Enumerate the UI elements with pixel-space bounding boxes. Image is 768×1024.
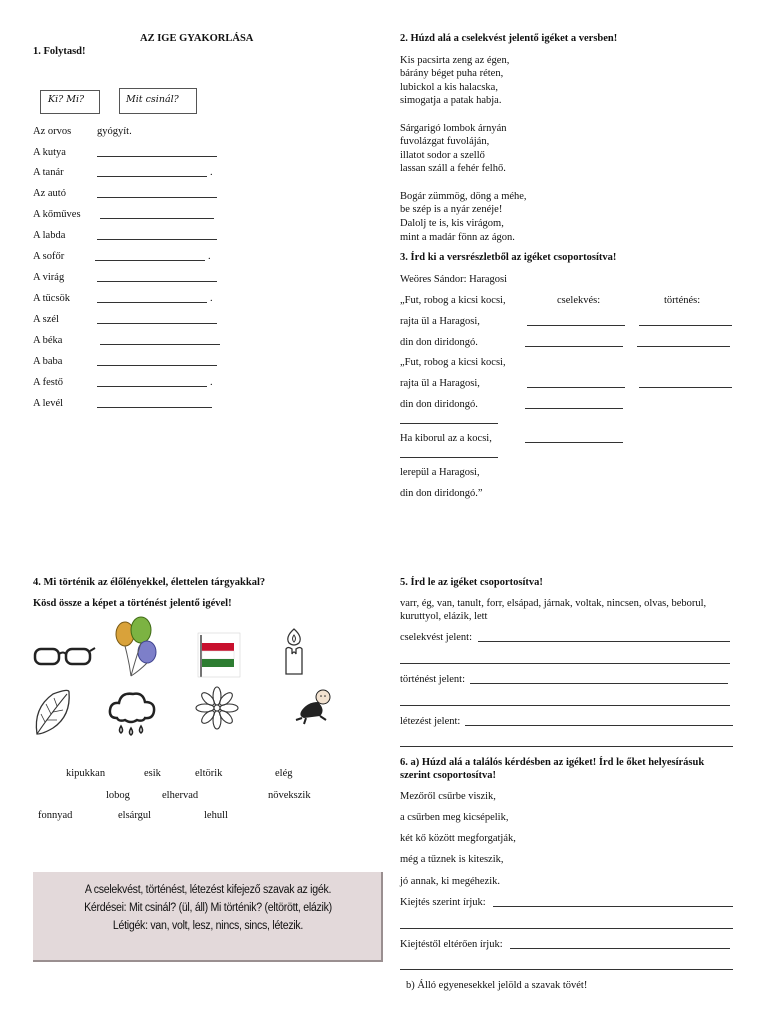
poem-line: Kis pacsirta zeng az égen,: [400, 55, 510, 66]
what-doing-label: Mit csinál?: [126, 94, 179, 105]
poem-line: simogatja a patak habja.: [400, 95, 502, 106]
cloud-rain-icon[interactable]: [107, 688, 157, 740]
word-8[interactable]: elsárgul: [118, 810, 152, 821]
answer-line[interactable]: [478, 641, 730, 642]
answer-line[interactable]: [470, 683, 728, 684]
task5-heading: 5. Írd le az igéket csoportosítva!: [400, 577, 543, 588]
verse-line: rajta ül a Haragosi,: [400, 378, 480, 389]
answer-line[interactable]: [527, 325, 625, 326]
summary-line-1: A cselekvést, történést, létezést kifejező szavak az igék.: [84, 884, 332, 896]
answer-line[interactable]: [97, 323, 217, 324]
answer-line[interactable]: [525, 408, 623, 409]
flag-icon[interactable]: [198, 633, 240, 677]
subject-7: A tücsök: [33, 293, 71, 304]
answer-line[interactable]: [97, 281, 217, 282]
task2-heading: 2. Húzd alá a cselekvést jelentő igéket a versben!: [400, 33, 618, 44]
col-action-header: cselekvés:: [557, 295, 601, 306]
riddle-line: két kő között megforgatják,: [400, 833, 516, 844]
task5-words-2: kuruttyol, elázik, lett: [400, 611, 488, 622]
word-1[interactable]: esik: [144, 768, 161, 779]
what-doing-box: [119, 88, 197, 114]
answer-line[interactable]: [510, 948, 730, 949]
word-5[interactable]: elhervad: [162, 790, 199, 801]
label-differs: Kiejtéstől eltérően írjuk:: [400, 939, 503, 950]
page-title: AZ IGE GYAKORLÁSA: [140, 33, 254, 44]
riddle-line: Mezőről csűrbe viszik,: [400, 791, 496, 802]
answer-line[interactable]: [400, 969, 733, 970]
balloons-icon[interactable]: [111, 616, 159, 678]
subject-6: A virág: [33, 272, 65, 283]
label-event: történést jelent:: [400, 674, 466, 685]
answer-line[interactable]: [527, 387, 625, 388]
answer-line[interactable]: [400, 423, 498, 424]
example-verb: gyógyít.: [97, 126, 132, 137]
answer-line[interactable]: [525, 346, 623, 347]
subject-8: A szél: [33, 314, 59, 325]
answer-line[interactable]: [97, 239, 217, 240]
answer-line[interactable]: [639, 387, 732, 388]
baby-icon[interactable]: [290, 688, 336, 728]
poem-line: Sárgarigó lombok árnyán: [400, 123, 507, 134]
subject-11: A festő: [33, 377, 64, 388]
verse-line: rajta ül a Haragosi,: [400, 316, 480, 327]
subject-0: A kutya: [33, 147, 66, 158]
poem-line: lassan száll a fehér felhő.: [400, 163, 506, 174]
subject-3: A kőműves: [33, 209, 81, 220]
answer-line[interactable]: [97, 176, 207, 177]
answer-line[interactable]: [525, 442, 623, 443]
answer-line[interactable]: [97, 407, 212, 408]
candle-icon[interactable]: [281, 627, 307, 677]
answer-line[interactable]: [100, 344, 220, 345]
answer-line[interactable]: [97, 156, 217, 157]
answer-line[interactable]: [400, 928, 733, 929]
poem-line: fuvolázgat fuvoláján,: [400, 136, 490, 147]
summary-box: [33, 872, 383, 962]
answer-line[interactable]: [639, 325, 732, 326]
verse-line: „Fut, robog a kicsi kocsi,: [400, 295, 506, 306]
riddle-line: még a tűznek is kiteszik,: [400, 854, 504, 865]
answer-line[interactable]: [400, 457, 498, 458]
verse-line: din don diridongó.: [400, 337, 478, 348]
answer-line[interactable]: [97, 386, 207, 387]
answer-line[interactable]: [97, 302, 207, 303]
subject-9: A béka: [33, 335, 63, 346]
summary-line-3: Létigék: van, volt, lesz, nincs, sincs, létezik.: [112, 920, 304, 932]
task1-heading: 1. Folytasd!: [33, 46, 86, 57]
label-exist: létezést jelent:: [400, 716, 461, 727]
answer-line[interactable]: [400, 705, 730, 706]
leaf-icon[interactable]: [33, 688, 73, 738]
subject-5: A sofőr: [33, 251, 65, 262]
task5-words-1: varr, ég, van, tanult, forr, elsápad, járnak, voltak, nincsen, olvas, beborul,: [400, 598, 707, 609]
poem-line: bárány béget puha réten,: [400, 68, 504, 79]
answer-line[interactable]: [637, 346, 730, 347]
subject-4: A labda: [33, 230, 66, 241]
word-0[interactable]: kipukkan: [66, 768, 106, 779]
example-subject: Az orvos: [33, 126, 72, 137]
who-what-box: [40, 90, 100, 114]
verse-line: din don diridongó.”: [400, 488, 483, 499]
task6-heading-2: szerint csoportosítva!: [400, 770, 496, 781]
task4-heading: 4. Mi történik az élőlényekkel, élettelen tárgyakkal?: [33, 577, 266, 588]
word-6[interactable]: növekszik: [268, 790, 311, 801]
verse-line: Ha kiborul az a kocsi,: [400, 433, 492, 444]
riddle-line: a csűrben meg kicsépelik,: [400, 812, 509, 823]
col-event-header: történés:: [664, 295, 701, 306]
answer-line[interactable]: [493, 906, 733, 907]
answer-line[interactable]: [400, 746, 733, 747]
answer-line[interactable]: [465, 725, 733, 726]
task6-heading-1: 6. a) Húzd alá a találós kérdésben az igéket! Írd le őket helyesírásuk: [400, 757, 705, 768]
task3-author: Weöres Sándor: Haragosi: [400, 274, 508, 285]
verse-line: din don diridongó.: [400, 399, 478, 410]
word-7[interactable]: fonnyad: [38, 810, 73, 821]
poem-line: Bogár zümmög, döng a méhe,: [400, 191, 527, 202]
word-4[interactable]: lobog: [106, 790, 130, 801]
poem-line: Dalolj te is, kis virágom,: [400, 218, 504, 229]
answer-line[interactable]: [100, 218, 214, 219]
answer-line[interactable]: [400, 663, 730, 664]
verse-line: lerepül a Haragosi,: [400, 467, 480, 478]
who-what-label: Ki? Mi?: [48, 94, 85, 105]
answer-line[interactable]: [97, 365, 217, 366]
label-spoken: Kiejtés szerint írjuk:: [400, 897, 486, 908]
summary-line-2: Kérdései: Mit csinál? (ül, áll) Mi történik? (eltörött, elázik): [84, 902, 332, 914]
subject-1: A tanár: [33, 167, 64, 178]
flower-icon[interactable]: [195, 686, 239, 738]
poem-line: mint a madár fönn az ágon.: [400, 232, 515, 243]
verse-line: „Fut, robog a kicsi kocsi,: [400, 357, 506, 368]
poem-line: be szép is a nyár zenéje!: [400, 204, 503, 215]
word-2[interactable]: eltörik: [195, 768, 223, 779]
poem-line: illatot sodor a szellő: [400, 150, 485, 161]
word-3[interactable]: elég: [275, 768, 293, 779]
answer-line[interactable]: [95, 260, 205, 261]
label-action: cselekvést jelent:: [400, 632, 473, 643]
word-9[interactable]: lehull: [204, 810, 228, 821]
subject-2: Az autó: [33, 188, 66, 199]
subject-12: A levél: [33, 398, 64, 409]
task4-instruction: Kösd össze a képet a történést jelentő igével!: [33, 598, 232, 609]
subject-10: A baba: [33, 356, 63, 367]
glasses-icon[interactable]: [33, 645, 95, 671]
task6-part-b: b) Álló egyenesekkel jelöld a szavak tövét!: [406, 980, 588, 991]
riddle-line: jó annak, ki megéhezik.: [400, 876, 501, 887]
task3-heading: 3. Írd ki a versrészletből az igéket csoportosítva!: [400, 252, 617, 263]
poem-line: lubickol a kis halacska,: [400, 82, 498, 93]
answer-line[interactable]: [97, 197, 217, 198]
